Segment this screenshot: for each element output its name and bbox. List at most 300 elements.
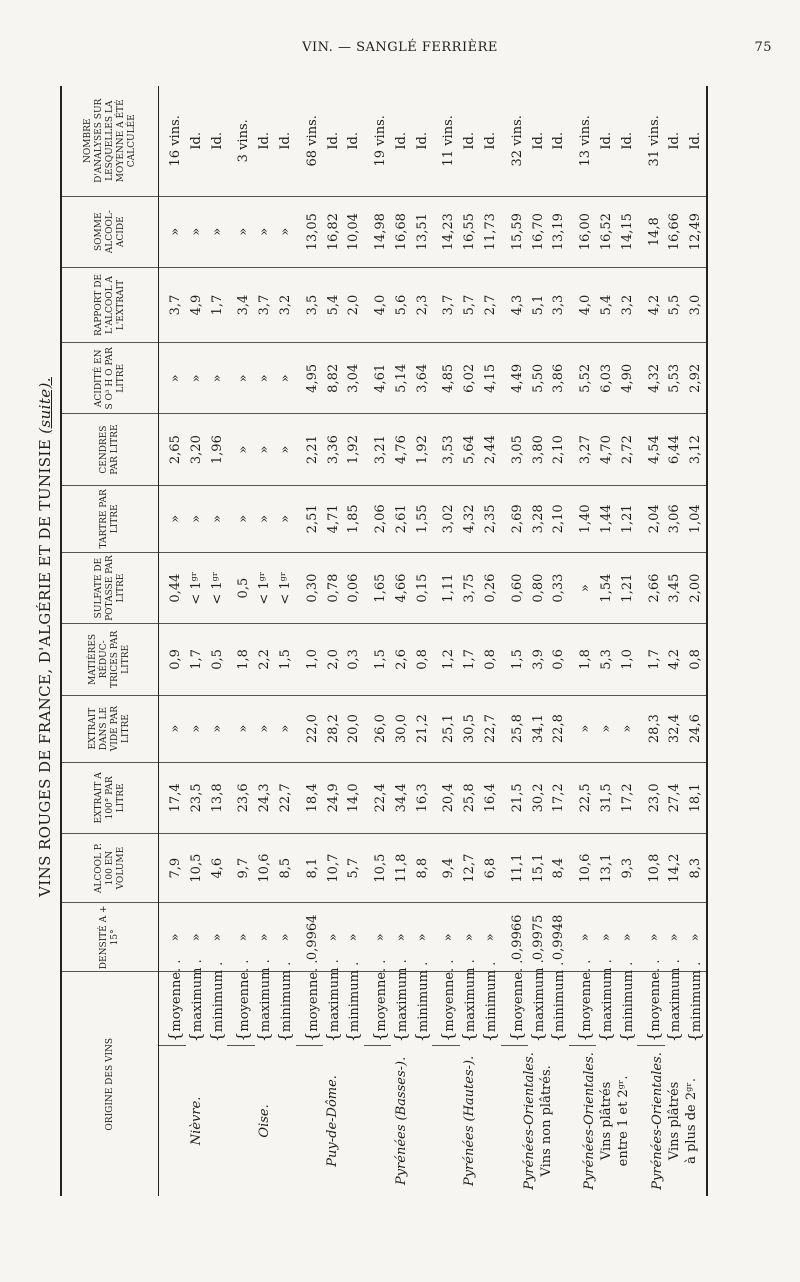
brace-icon: { (370, 1031, 390, 1042)
value-cell: 1,40 (569, 485, 596, 552)
value-cell: » (685, 903, 707, 972)
origin-label: Pyrénées-Orientales. (521, 1052, 537, 1190)
value-cell: 14,0 (343, 762, 364, 833)
value-cell: Id. (596, 86, 617, 196)
value-cell: » (186, 196, 207, 267)
level-cell (411, 961, 433, 1045)
level-cell (569, 959, 596, 1045)
running-title: VIN. — SANGLÉ FERRIÈRE (302, 40, 498, 55)
brace-icon: { (254, 1032, 274, 1043)
value-cell: < 1ᵍʳ (186, 552, 207, 623)
level-label: maximum . (668, 959, 684, 1033)
origin-cell (432, 1045, 500, 1196)
table-row (685, 86, 707, 1196)
value-cell: 0,60 (501, 552, 528, 623)
value-cell: 5,6 (391, 267, 412, 342)
table-title-suite: (suite). (36, 377, 54, 434)
origin-label: Vins non plâtrés. (538, 1065, 554, 1177)
origin-cell (159, 1045, 228, 1196)
level-cell (616, 961, 638, 1045)
value-cell: » (364, 903, 391, 972)
value-cell: 4,2 (637, 267, 664, 342)
page-header (0, 40, 800, 64)
value-cell: 1,55 (412, 485, 433, 552)
value-cell: 14,2 (665, 834, 686, 903)
brace-icon: { (206, 1032, 226, 1043)
value-cell: » (186, 903, 207, 972)
value-cell: 23,6 (227, 762, 254, 833)
origin-cell (296, 1045, 364, 1196)
value-cell: 0,8 (685, 624, 707, 695)
value-cell: 1,5 (364, 624, 391, 695)
value-cell: 3,02 (432, 485, 459, 552)
brace-icon: { (548, 1032, 568, 1043)
value-cell: < 1ᵍʳ (275, 552, 296, 623)
value-cell: 4,49 (501, 343, 528, 414)
column-header: CENDRES PAR LITRE (61, 414, 159, 485)
brace-icon: { (685, 1032, 705, 1043)
value-cell: » (207, 695, 228, 762)
value-cell: 4,54 (637, 414, 664, 485)
value-cell: 21,5 (501, 762, 528, 833)
value-cell: 2,06 (364, 485, 391, 552)
value-cell: » (227, 343, 254, 414)
value-cell: 13,19 (548, 196, 569, 267)
level-label: minimum . (689, 961, 705, 1033)
level-cell (296, 959, 323, 1045)
value-cell: 4,66 (391, 552, 412, 623)
value-cell: » (569, 903, 596, 972)
value-cell: Id. (528, 86, 549, 196)
value-cell: 4,6 (207, 834, 228, 903)
value-cell: 9,4 (432, 834, 459, 903)
value-cell: 16,82 (323, 196, 344, 267)
origin-label: Oise. (257, 1104, 273, 1138)
value-cell: 1,65 (364, 552, 391, 623)
value-cell: 3,86 (548, 343, 569, 414)
value-cell: 3,53 (432, 414, 459, 485)
value-cell: 14,15 (617, 196, 638, 267)
value-cell: 12,49 (685, 196, 707, 267)
value-cell: 22,7 (480, 695, 501, 762)
value-cell: 4,15 (480, 343, 501, 414)
value-cell: 25,8 (460, 762, 481, 833)
wine-analysis-table (60, 86, 708, 1196)
value-cell: 2,69 (501, 485, 528, 552)
table-row (186, 86, 207, 1196)
table-row (617, 86, 638, 1196)
value-cell: 28,2 (323, 695, 344, 762)
value-cell: 3,36 (323, 414, 344, 485)
value-cell: Id. (255, 86, 276, 196)
value-cell: 0,9964 (296, 903, 323, 972)
value-cell: 30,5 (460, 695, 481, 762)
value-cell: 0,26 (480, 552, 501, 623)
value-cell: 4,9 (186, 267, 207, 342)
value-cell: 2,66 (637, 552, 664, 623)
table-row (460, 86, 481, 1196)
value-cell: 5,7 (460, 267, 481, 342)
value-cell: 2,0 (343, 267, 364, 342)
level-cell (664, 959, 686, 1045)
value-cell: 16,55 (460, 196, 481, 267)
value-cell: 22,0 (296, 695, 323, 762)
level-label: moyenne. . (374, 959, 390, 1032)
value-cell: 2,6 (391, 624, 412, 695)
value-cell: 1,7 (207, 267, 228, 342)
value-cell: 17,4 (159, 762, 187, 833)
column-header: ORIGINE DES VINS (61, 972, 159, 1196)
value-cell: » (255, 485, 276, 552)
value-cell: 22,8 (548, 695, 569, 762)
level-label: moyenne. . (579, 959, 595, 1032)
value-cell: 5,52 (569, 343, 596, 414)
value-cell: 16 vins. (159, 86, 187, 196)
value-cell: 4,61 (364, 343, 391, 414)
value-cell: 13,05 (296, 196, 323, 267)
value-cell: » (159, 695, 187, 762)
value-cell: 3,27 (569, 414, 596, 485)
value-cell: Id. (685, 86, 707, 196)
value-cell: 11,1 (501, 834, 528, 903)
value-cell: 22,7 (275, 762, 296, 833)
value-cell: » (617, 903, 638, 972)
value-cell: » (569, 695, 596, 762)
brace-icon: { (322, 1032, 342, 1043)
table-row (501, 86, 528, 1196)
value-cell: 3,64 (412, 343, 433, 414)
value-cell: 11 vins. (432, 86, 459, 196)
value-cell: 1,11 (432, 552, 459, 623)
table-row (665, 86, 686, 1196)
value-cell: 5,3 (596, 624, 617, 695)
value-cell: 22,5 (569, 762, 596, 833)
value-cell: » (637, 903, 664, 972)
value-cell: » (275, 695, 296, 762)
value-cell: 5,14 (391, 343, 412, 414)
value-cell: 3,0 (685, 267, 707, 342)
value-cell: » (391, 903, 412, 972)
origin-cell (501, 1045, 569, 1196)
level-label: minimum . (210, 961, 226, 1033)
value-cell: 3,7 (432, 267, 459, 342)
value-cell: 1,92 (343, 414, 364, 485)
value-cell: 27,4 (665, 762, 686, 833)
value-cell: 4,0 (364, 267, 391, 342)
value-cell: 31 vins. (637, 86, 664, 196)
level-cell (364, 959, 391, 1045)
value-cell: 1,21 (617, 485, 638, 552)
value-cell: » (207, 196, 228, 267)
brace-icon: { (616, 1032, 636, 1043)
value-cell: 10,04 (343, 196, 364, 267)
value-cell: » (432, 903, 459, 972)
level-label: maximum . (258, 959, 274, 1033)
brace-icon: { (479, 1032, 499, 1043)
value-cell: » (159, 903, 187, 972)
level-label: maximum . (326, 959, 342, 1033)
value-cell: 17,2 (617, 762, 638, 833)
value-cell: 22,4 (364, 762, 391, 833)
value-cell: Id. (186, 86, 207, 196)
value-cell: 5,50 (528, 343, 549, 414)
brace-icon: { (185, 1032, 205, 1043)
origin-cell (637, 1045, 707, 1196)
value-cell: 3,04 (343, 343, 364, 414)
value-cell: 2,00 (685, 552, 707, 623)
value-cell: » (275, 343, 296, 414)
value-cell: 6,44 (665, 414, 686, 485)
level-cell (637, 959, 664, 1045)
value-cell: 11,73 (480, 196, 501, 267)
value-cell: 15,1 (528, 834, 549, 903)
value-cell: 30,0 (391, 695, 412, 762)
value-cell: 0,3 (343, 624, 364, 695)
value-cell: 16,3 (412, 762, 433, 833)
value-cell: 0,6 (548, 624, 569, 695)
value-cell: 7,9 (159, 834, 187, 903)
value-cell: 8,1 (296, 834, 323, 903)
table-title-main: VINS ROUGES DE FRANCE, D'ALGÉRIE ET DE TUNISIE (36, 438, 54, 897)
value-cell: 16,52 (596, 196, 617, 267)
level-label: moyenne. . (305, 959, 321, 1032)
value-cell: 30,2 (528, 762, 549, 833)
value-cell: 25,8 (501, 695, 528, 762)
value-cell: 24,3 (255, 762, 276, 833)
value-cell: 6,03 (596, 343, 617, 414)
column-header: TARTRE PAR LITRE (61, 485, 159, 552)
value-cell: Id. (548, 86, 569, 196)
value-cell: 34,4 (391, 762, 412, 833)
value-cell: » (255, 903, 276, 972)
table-row (412, 86, 433, 1196)
value-cell: 0,06 (343, 552, 364, 623)
value-cell: 4,3 (501, 267, 528, 342)
brace-icon: { (390, 1032, 410, 1043)
brace-icon: { (233, 1031, 253, 1042)
value-cell: Id. (343, 86, 364, 196)
column-header: NOMBRE D'ANALYSES SUR LESQUELLES LA MOYENNE A ÉTÉ CALCULÉE (61, 86, 159, 196)
origin-cell (364, 1045, 432, 1196)
value-cell: 0,8 (412, 624, 433, 695)
value-cell: 5,7 (343, 834, 364, 903)
value-cell: 6,02 (460, 343, 481, 414)
value-cell: 2,61 (391, 485, 412, 552)
value-cell: 0,30 (296, 552, 323, 623)
table-body (159, 86, 708, 1196)
value-cell: 24,6 (685, 695, 707, 762)
value-cell: 10,6 (255, 834, 276, 903)
value-cell: 20,4 (432, 762, 459, 833)
origin-label: Pyrénées-Orientales. (581, 1052, 597, 1190)
value-cell: » (596, 695, 617, 762)
value-cell: » (480, 903, 501, 972)
level-cell (501, 959, 528, 1045)
value-cell: 4,0 (569, 267, 596, 342)
value-cell: Id. (207, 86, 228, 196)
level-label: maximum . (531, 959, 547, 1033)
column-header: MATIÈRES RÉDUC-TRICES PAR LITRE (61, 624, 159, 695)
value-cell: » (275, 903, 296, 972)
level-label: maximum . (189, 959, 205, 1033)
table-row (548, 86, 569, 1196)
column-header: ACIDITÉ EN S O³ H O PAR LITRE (61, 343, 159, 414)
value-cell: 4,2 (665, 624, 686, 695)
value-cell: 1,04 (685, 485, 707, 552)
value-cell: 0,8 (480, 624, 501, 695)
value-cell: 8,5 (275, 834, 296, 903)
level-label: minimum . (483, 961, 499, 1033)
level-cell (459, 959, 481, 1045)
value-cell: Id. (323, 86, 344, 196)
value-cell: 0,9966 (501, 903, 528, 972)
value-cell: 1,7 (637, 624, 664, 695)
value-cell: 28,3 (637, 695, 664, 762)
brace-icon: { (527, 1032, 547, 1043)
value-cell: 2,7 (480, 267, 501, 342)
value-cell: 3,2 (617, 267, 638, 342)
value-cell: Id. (391, 86, 412, 196)
value-cell: 5,5 (665, 267, 686, 342)
value-cell: 32 vins. (501, 86, 528, 196)
level-cell (322, 959, 344, 1045)
value-cell: 13,8 (207, 762, 228, 833)
origin-label: Vins plâtrés (667, 1081, 683, 1161)
brace-icon: { (274, 1032, 294, 1043)
value-cell: 1,85 (343, 485, 364, 552)
value-cell: 13 vins. (569, 86, 596, 196)
value-cell: 8,8 (412, 834, 433, 903)
value-cell: 68 vins. (296, 86, 323, 196)
table-row (596, 86, 617, 1196)
level-label: moyenne. . (442, 959, 458, 1032)
value-cell: 1,0 (617, 624, 638, 695)
value-cell: » (227, 695, 254, 762)
value-cell: » (227, 414, 254, 485)
level-cell (390, 959, 412, 1045)
value-cell: 10,7 (323, 834, 344, 903)
rotated-table-area (30, 78, 714, 1196)
value-cell: 3,45 (665, 552, 686, 623)
value-cell: 1,92 (412, 414, 433, 485)
table-row (296, 86, 323, 1196)
origin-label: Pyrénées (Hautes-). (462, 1055, 478, 1187)
value-cell: » (186, 485, 207, 552)
value-cell: < 1ᵍʳ (207, 552, 228, 623)
value-cell: 21,2 (412, 695, 433, 762)
value-cell: 2,44 (480, 414, 501, 485)
brace-icon: { (459, 1032, 479, 1043)
value-cell: » (596, 903, 617, 972)
level-cell (479, 961, 501, 1045)
column-header: EXTRAIT DANS LE VIDE PAR LITRE (61, 695, 159, 762)
level-label: maximum . (463, 959, 479, 1033)
value-cell: 3,21 (364, 414, 391, 485)
value-cell: 16,66 (665, 196, 686, 267)
value-cell: 2,35 (480, 485, 501, 552)
value-cell: 0,78 (323, 552, 344, 623)
value-cell: 4,32 (637, 343, 664, 414)
value-cell: 2,10 (548, 414, 569, 485)
table-row (207, 86, 228, 1196)
origin-label: Puy-de-Dôme. (325, 1075, 341, 1167)
value-cell: 3,75 (460, 552, 481, 623)
value-cell: » (255, 343, 276, 414)
value-cell: 3 vins. (227, 86, 254, 196)
level-cell (274, 961, 296, 1045)
value-cell: 1,8 (227, 624, 254, 695)
level-label: minimum . (278, 961, 294, 1033)
brace-icon: { (411, 1032, 431, 1043)
value-cell: » (207, 903, 228, 972)
value-cell: 1,8 (569, 624, 596, 695)
column-header: SOMME ALCOOL-ACIDE (61, 196, 159, 267)
value-cell: 0,33 (548, 552, 569, 623)
value-cell: » (159, 343, 187, 414)
value-cell: 16,68 (391, 196, 412, 267)
level-label: minimum . (620, 961, 636, 1033)
value-cell: 3,7 (255, 267, 276, 342)
level-cell (185, 959, 207, 1045)
origin-cell (227, 1045, 295, 1196)
value-cell: 18,4 (296, 762, 323, 833)
value-cell: 3,80 (528, 414, 549, 485)
value-cell: 1,7 (460, 624, 481, 695)
value-cell: 24,9 (323, 762, 344, 833)
table-title (30, 78, 60, 1196)
value-cell: » (255, 695, 276, 762)
column-header: RAPPORT DE L'ALCOOL A L'EXTRAIT (61, 267, 159, 342)
level-cell (685, 961, 707, 1045)
value-cell: 10,6 (569, 834, 596, 903)
value-cell: 0,5 (207, 624, 228, 695)
value-cell: 5,53 (665, 343, 686, 414)
table-row (391, 86, 412, 1196)
brace-icon: { (664, 1032, 684, 1043)
origin-label: Vins plâtrés (598, 1081, 614, 1161)
value-cell: 25,1 (432, 695, 459, 762)
value-cell: 8,3 (685, 834, 707, 903)
table-row (275, 86, 296, 1196)
value-cell: Id. (412, 86, 433, 196)
level-cell (206, 961, 228, 1045)
value-cell: 3,05 (501, 414, 528, 485)
value-cell: 23,5 (186, 762, 207, 833)
value-cell: 19 vins. (364, 86, 391, 196)
value-cell: 3,4 (227, 267, 254, 342)
value-cell: 4,70 (596, 414, 617, 485)
value-cell: 5,64 (460, 414, 481, 485)
value-cell: Id. (275, 86, 296, 196)
value-cell: 13,51 (412, 196, 433, 267)
level-cell (159, 959, 187, 1045)
value-cell: 8,4 (548, 834, 569, 903)
value-cell: » (186, 343, 207, 414)
brace-icon: { (165, 1031, 185, 1042)
level-label: moyenne. . (169, 959, 185, 1032)
value-cell: 15,59 (501, 196, 528, 267)
value-cell: Id. (665, 86, 686, 196)
level-label: minimum . (415, 961, 431, 1033)
value-cell: 26,0 (364, 695, 391, 762)
origin-label: à plus de 2ᵍʳ. (684, 1078, 700, 1164)
value-cell: 17,2 (548, 762, 569, 833)
column-header: DENSITÉ A + 15° (61, 903, 159, 972)
value-cell: 32,4 (665, 695, 686, 762)
value-cell: » (227, 196, 254, 267)
value-cell: 0,5 (227, 552, 254, 623)
value-cell: » (275, 414, 296, 485)
